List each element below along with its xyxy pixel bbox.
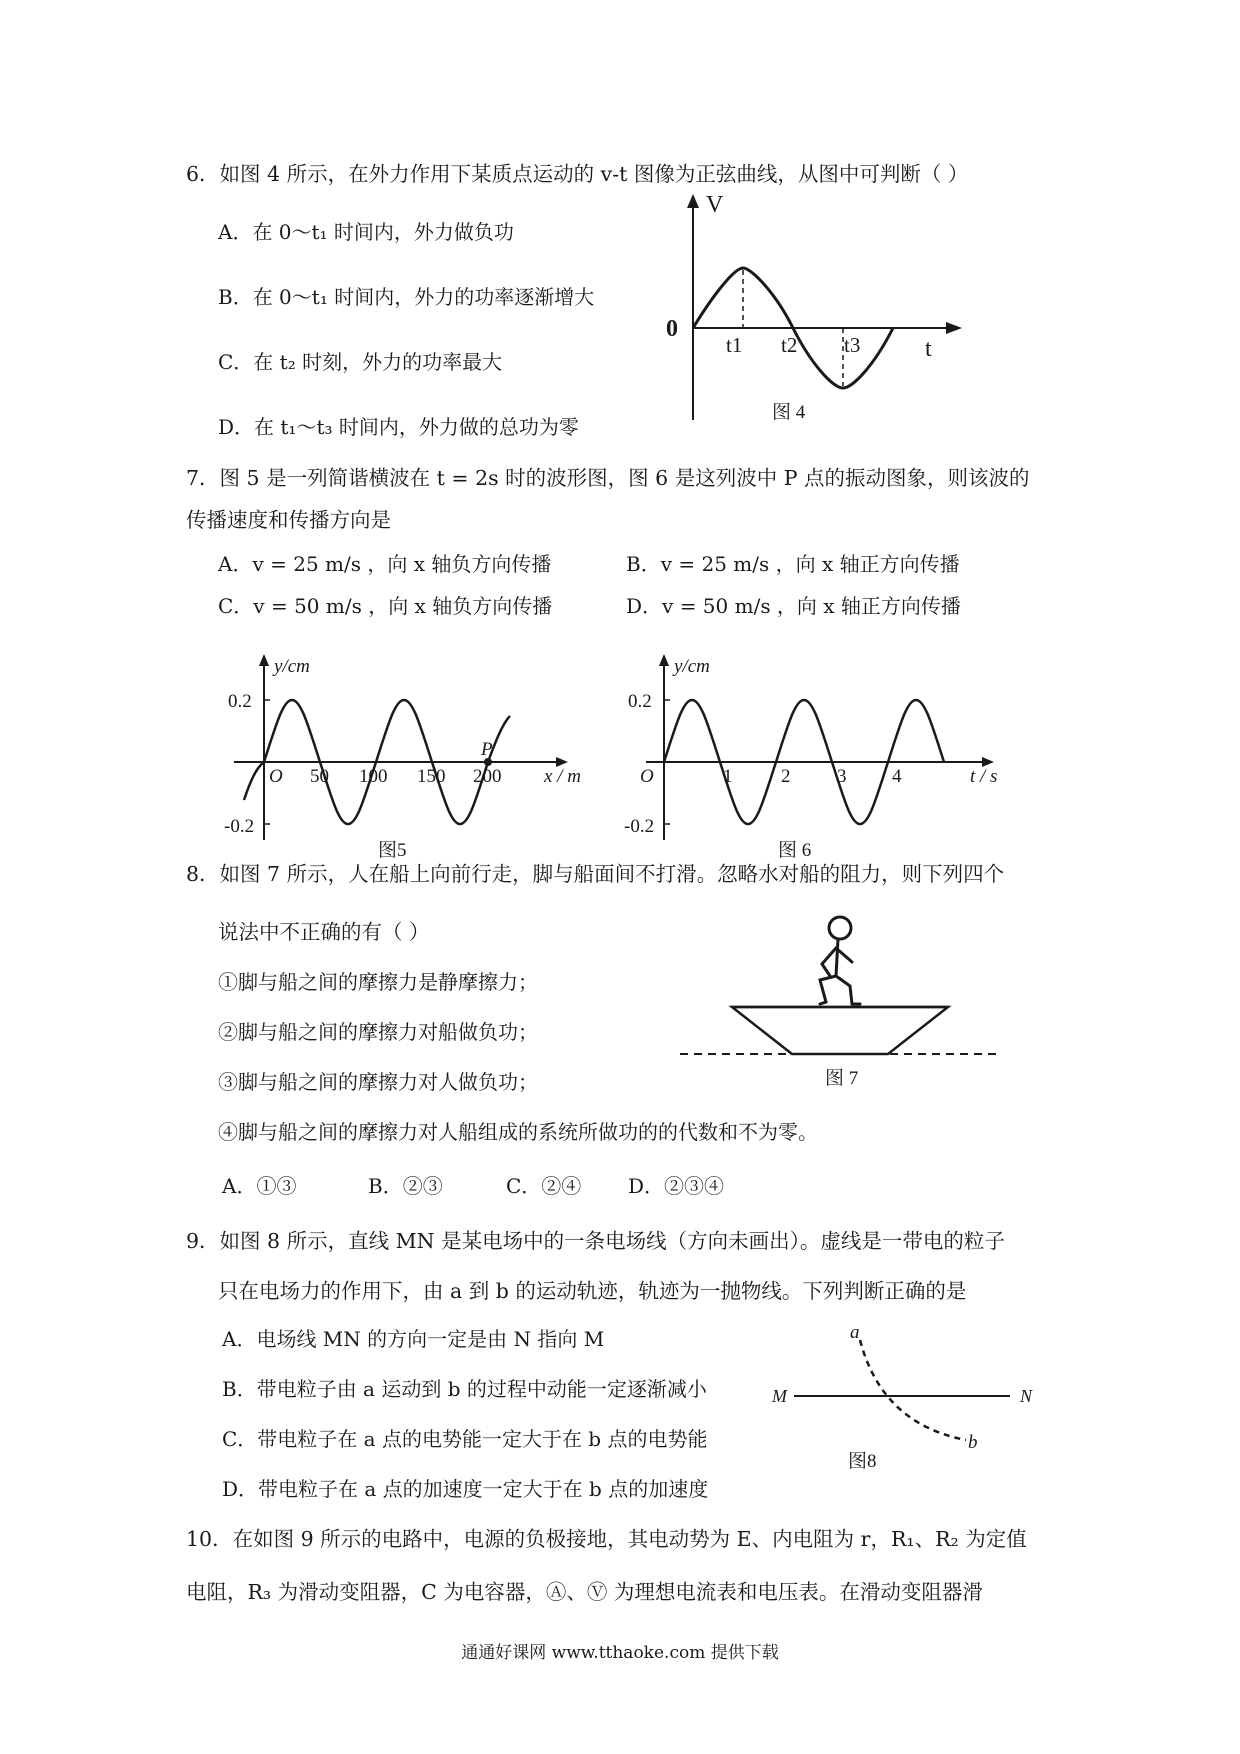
boat-hull [732,1007,948,1054]
q7-stem-line2: 传播速度和传播方向是 [186,508,391,532]
x-tick-150: 150 [417,766,446,787]
origin-label: 0 [666,316,678,342]
figure-6-vibration-graph [624,650,1008,861]
figure-8-field-line [770,1324,1050,1474]
q8-stem-line2: 说法中不正确的有（ ） [218,920,430,944]
particle-trajectory [860,1340,966,1440]
q8-stem-line1: 8．如图 7 所示，人在船上向前行走，脚与船面间不打滑。忽略水对船的阻力，则下列四个 [186,862,1005,886]
q6-option-c: C．在 t₂ 时刻，外力的功率最大 [218,350,503,374]
y-top-label: 0.2 [228,691,252,712]
q8-option-a: A．①③ [222,1174,297,1198]
q9-option-b: B．带电粒子由 a 运动到 b 的过程中动能一定逐渐减小 [222,1377,707,1401]
y-axis-label: y/cm [274,656,310,677]
label-a: a [850,1322,860,1343]
q9-option-c: C．带电粒子在 a 点的电势能一定大于在 b 点的电势能 [222,1427,708,1451]
t3-label: t3 [844,333,861,357]
q7-stem-line1: 7．图 5 是一列简谐横波在 t = 2s 时的波形图，图 6 是这列波中 P 点的振动图象，则该波的 [186,466,1030,490]
q9-option-a: A．电场线 MN 的方向一定是由 N 指向 M [222,1327,605,1351]
q9-option-d: D．带电粒子在 a 点的加速度一定大于在 b 点的加速度 [222,1477,709,1501]
x-tick-100: 100 [359,766,388,787]
y-bottom-label: -0.2 [624,816,655,837]
q8-statement-1: ①脚与船之间的摩擦力是静摩擦力； [218,970,538,994]
q6-option-d: D．在 t₁～t₃ 时间内，外力做的总功为零 [218,415,579,439]
x-axis-label: x / m [544,766,581,787]
origin-label: O [269,766,283,787]
x-tick-200: 200 [473,766,502,787]
q8-statement-3: ③脚与船之间的摩擦力对人做负功； [218,1070,538,1094]
q8-option-c: C．②④ [506,1174,582,1198]
y-axis-arrow [259,654,269,666]
x-tick-50: 50 [310,766,329,787]
q9-stem-line1: 9．如图 8 所示，直线 MN 是某电场中的一条电场线（方向未画出）。虚线是一带电的粒子 [186,1229,1005,1253]
y-axis-arrow [659,654,669,666]
q6-stem: 6．如图 4 所示，在外力作用下某质点运动的 v-t 图像为正弦曲线，从图中可判断（ ） [186,162,969,186]
figure-4-vt-graph [640,190,980,430]
q7-option-d: D．v = 50 m/s ，向 x 轴正方向传播 [626,594,961,618]
figure-6-caption: 图 6 [778,840,812,861]
q10-stem-line2: 电阻，R₃ 为滑动变阻器，C 为电容器，Ⓐ、Ⓥ 为理想电流表和电压表。在滑动变阻器滑 [186,1580,983,1604]
t2-label: t2 [781,333,798,357]
figure-8-caption: 图8 [848,1451,877,1472]
t-tick-1: 1 [723,766,733,787]
figure-5-wave-graph [224,650,608,861]
q7-option-c: C．v = 50 m/s ，向 x 轴负方向传播 [218,594,553,618]
q7-option-a: A．v = 25 m/s ，向 x 轴负方向传播 [218,552,552,576]
t-tick-4: 4 [892,766,902,787]
y-axis-label: y/cm [674,656,710,677]
figure-7-boat [670,906,1000,1096]
y-bottom-label: -0.2 [224,816,255,837]
y-top-label: 0.2 [628,691,652,712]
figure-7-caption: 图 7 [825,1068,859,1089]
origin-label: O [640,766,654,787]
q8-option-b: B．②③ [368,1174,443,1198]
q8-option-d: D．②③④ [628,1174,725,1198]
q6-option-b: B．在 0～t₁ 时间内，外力的功率逐渐增大 [218,285,595,309]
v-axis-label: V [706,192,724,218]
label-n: N [1020,1386,1033,1406]
walking-person [820,917,860,1004]
q8-statement-2: ②脚与船之间的摩擦力对船做负功； [218,1020,538,1044]
t1-label: t1 [726,333,743,357]
t-tick-3: 3 [837,766,847,787]
v-axis-arrow [687,194,699,208]
t-axis-arrow [946,322,962,334]
label-m: M [772,1386,787,1406]
figure-5-caption: 图5 [378,840,407,861]
t-tick-2: 2 [781,766,791,787]
q6-option-a: A．在 0～t₁ 时间内，外力做负功 [218,220,514,244]
t-axis-label: t [925,336,932,362]
q10-stem-line1: 10．在如图 9 所示的电路中，电源的负极接地，其电动势为 E、内电阻为 r，R₁、R₂ 为定值 [186,1527,1027,1551]
point-p-label: P [481,739,493,760]
t-axis-label: t / s [970,766,998,787]
q7-option-b: B．v = 25 m/s ，向 x 轴正方向传播 [626,552,960,576]
q9-stem-line2: 只在电场力的作用下，由 a 到 b 的运动轨迹，轨迹为一抛物线。下列判断正确的是 [218,1279,967,1303]
figure-4-caption: 图 4 [772,402,806,423]
label-b: b [968,1432,978,1453]
q8-statement-4: ④脚与船之间的摩擦力对人船组成的系统所做功的的代数和不为零。 [218,1120,818,1144]
page-footer: 通通好课网 www.tthaoke.com 提供下载 [461,1643,779,1663]
